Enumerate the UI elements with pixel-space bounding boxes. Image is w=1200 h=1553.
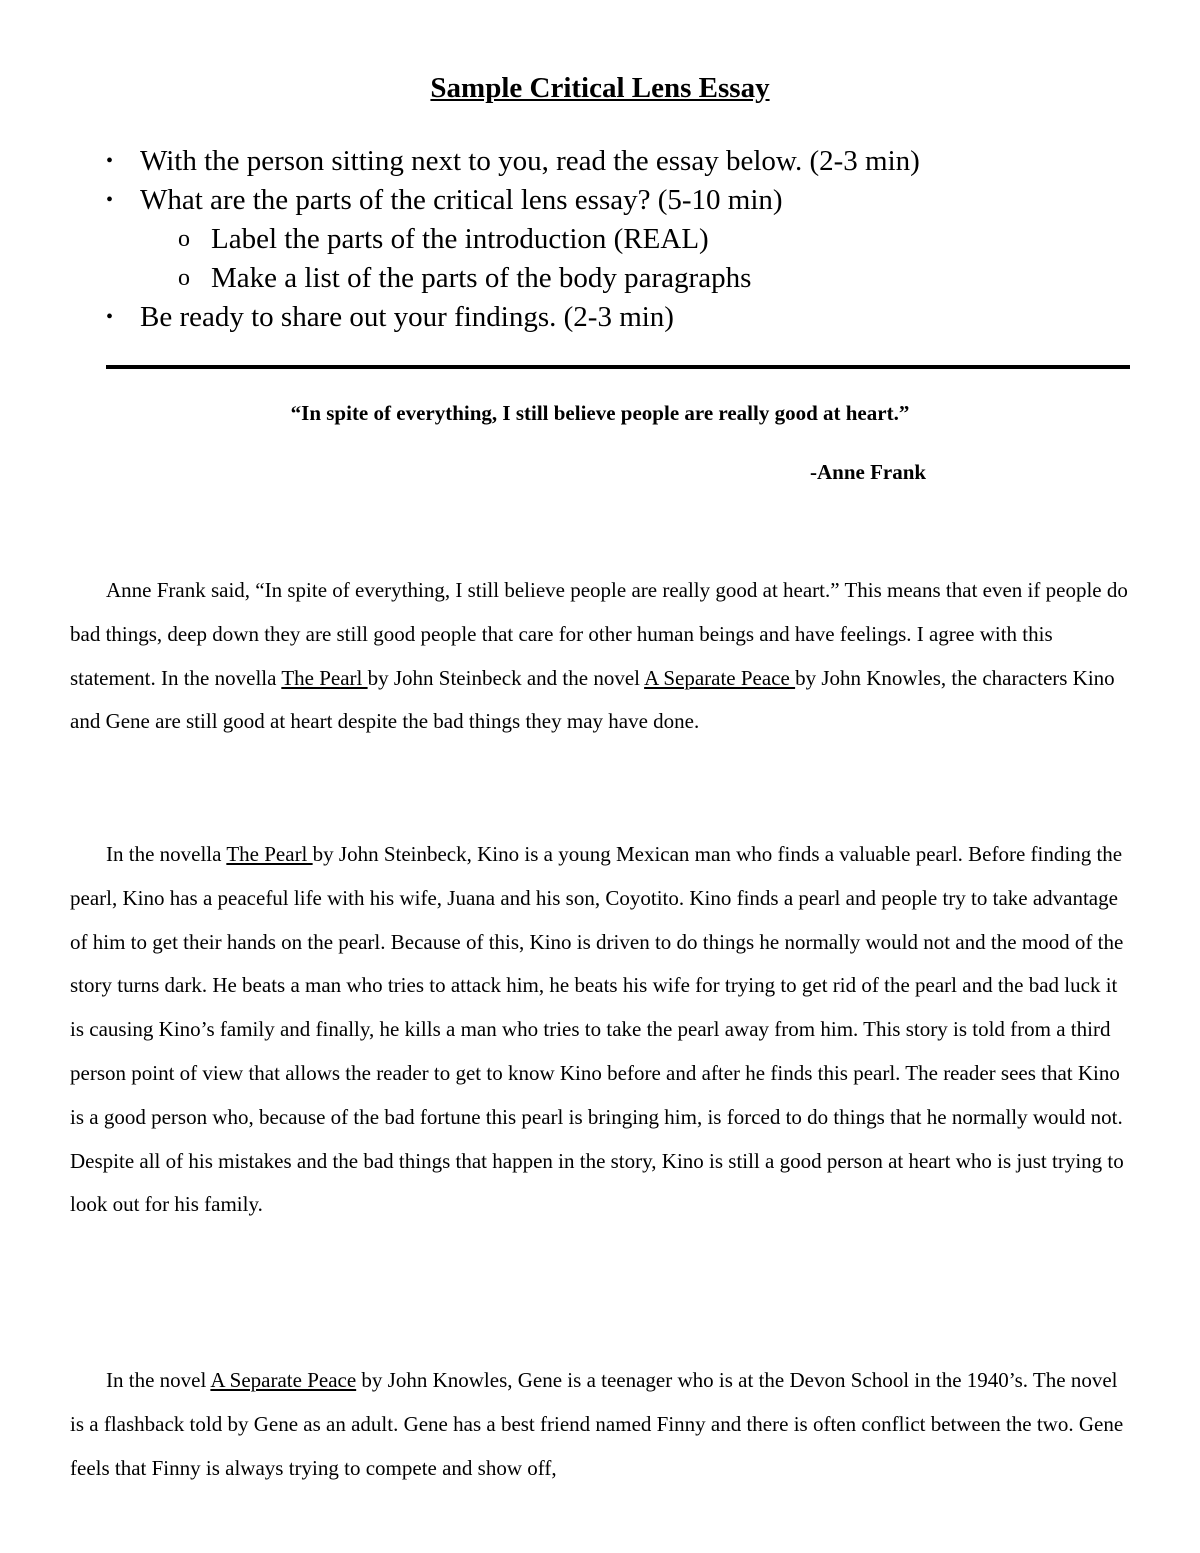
epigraph-quote: “In spite of everything, I still believe people are really good at heart.”: [290, 401, 910, 425]
instruction-list: [106, 142, 1106, 337]
instruction-text: Be ready to share out your findings. (2-3 min): [140, 301, 674, 333]
instruction-item: [106, 298, 1106, 337]
book-title: The Pearl: [281, 665, 368, 690]
circle-bullet-icon: o: [178, 226, 190, 252]
paragraph-text: In the novella: [106, 842, 227, 866]
instruction-subitem: [106, 259, 1106, 298]
instruction-item: [106, 181, 1106, 220]
instruction-text: With the person sitting next to you, read the essay below. (2-3 min): [140, 145, 920, 177]
bullet-icon: •: [106, 306, 114, 328]
essay-paragraph-body-1: [70, 833, 1134, 1227]
instruction-subtext: Make a list of the parts of the body paragraphs: [211, 262, 752, 294]
essay-paragraph-intro: [70, 569, 1134, 744]
book-title: A Separate Peace: [210, 1368, 357, 1392]
book-title: The Pearl: [226, 842, 313, 866]
quote-attribution: -Anne Frank: [810, 460, 927, 484]
instruction-item: [106, 142, 1106, 181]
instruction-subtext: Label the parts of the introduction (REAL): [211, 223, 709, 255]
page-title: Sample Critical Lens Essay: [430, 72, 770, 104]
paragraph-text: Anne Frank said, “In spite of everything, I still believe people are really good at heart.” This means that even if people do bad things, deep down they are still good people that care for other human beings and have feelings. I agree with this statement. In the novella: [70, 578, 1128, 690]
paragraph-text: by John Steinbeck, Kino is a young Mexican man who finds a valuable pearl. Before finding the pearl, Kino has a peaceful life with his wife, Juana and his son, Coyotito. Kino finds a pearl and people try to take advantage of him to get their hands on the pearl. Because of this, Kino is driven to do things he normally would not and the mood of the story turns dark. He beats a man who tries to attack him, he beats his wife for trying to get rid of the pearl and the bad luck it is causing Kino’s family and finally, he kills a man who tries to take the pearl away from him. This story is told from a third person point of view that allows the reader to get to know Kino before and after he finds this pearl. The reader sees that Kino is a good person who, because of the bad fortune this pearl is bringing him, is forced to do things that he normally would not. Despite all of his mistakes and the bad things that happen in the story, Kino is still a good person at heart who is just trying to look out for his family.: [70, 842, 1124, 1217]
paragraph-text: by John Steinbeck and the novel: [367, 665, 645, 690]
essay-paragraph-body-2: [70, 1359, 1134, 1489]
circle-bullet-icon: o: [178, 265, 190, 291]
bullet-icon: •: [106, 189, 114, 211]
paragraph-text: by John Knowles, the characters Kino and Gene are still good at heart despite the bad things they may have done.: [70, 665, 1115, 734]
paragraph-text: In the novel: [106, 1368, 211, 1392]
horizontal-divider: [106, 365, 1130, 369]
instruction-text: What are the parts of the critical lens essay? (5-10 min): [140, 184, 783, 216]
paragraph-text: by John Knowles, Gene is a teenager who is at the Devon School in the 1940’s. The novel is a flashback told by Gene as an adult. Gene has a best friend named Finny and there is often conflict between the two. Gene feels that Finny is always trying to compete and show off,: [70, 1368, 1124, 1480]
bullet-icon: •: [106, 150, 114, 172]
book-title: A Separate Peace: [644, 665, 796, 690]
instruction-subitem: [106, 220, 1106, 259]
